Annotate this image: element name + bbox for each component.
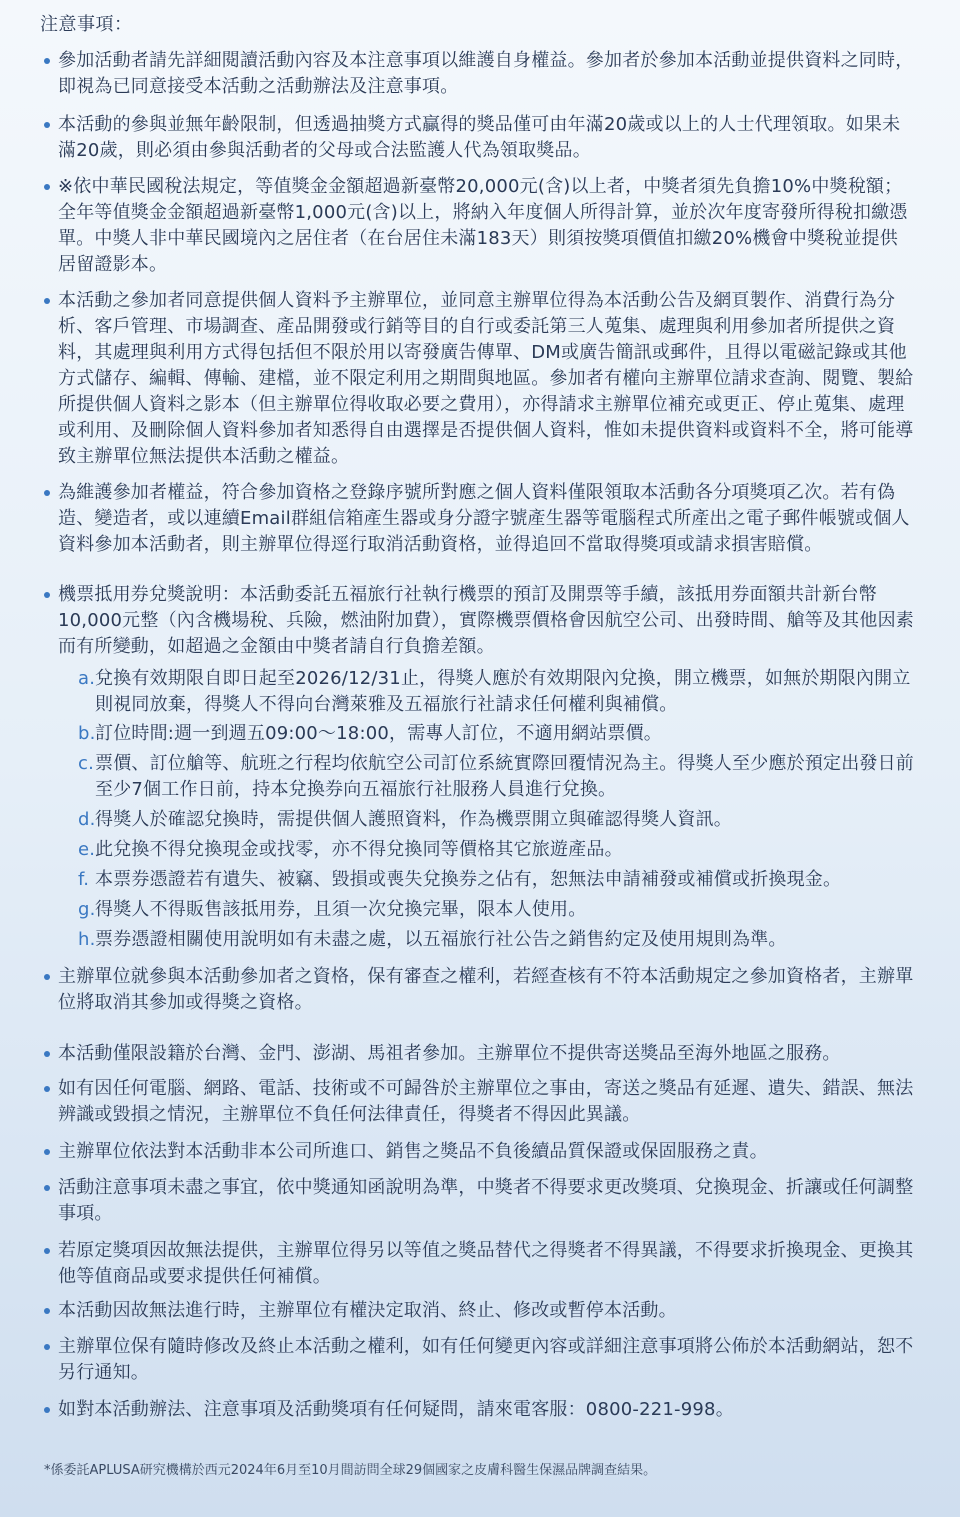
footnote: *係委託APLUSA研究機構於西元2024年6月至10月間訪問全球29個國家之皮膚科醫生保濕品牌調查結果。 xyxy=(44,1463,657,1478)
subitem-marker: b. xyxy=(78,723,96,744)
notice-item-prize-rules: 活動注意事項未盡之事宜，依中獎通知函說明為準，中獎者不得要求更改獎項、兌換現金、折讓或任何調整事項。 xyxy=(58,1175,916,1227)
subitem-marker: c. xyxy=(78,753,95,774)
subitem-text: 訂位時間:週一到週五09:00～18:00，需專人訂位，不適用網站票價。 xyxy=(95,723,663,744)
subitem-marker: h. xyxy=(78,929,96,950)
subitem-text: 此兌換不得兌換現金或找零，亦不得兌換同等價格其它旅遊產品。 xyxy=(95,839,623,860)
subitem-text: 本票券憑證若有遺失、被竊、毀損或喪失兌換券之佔有，恕無法申請補發或補償或折換現金。 xyxy=(95,869,842,890)
notice-item-prize-substitute: 若原定獎項因故無法提供，主辦單位得另以等值之獎品替代之得獎者不得異議，不得要求折換現金、更換其他等值商品或要求提供任何補償。 xyxy=(58,1238,916,1290)
notice-item-modification: 主辦單位保有隨時修改及終止本活動之權利，如有任何變更內容或詳細注意事項將公佈於本活動網站，恕不另行通知。 xyxy=(58,1334,916,1386)
subitem-text: 得獎人於確認兌換時，需提供個人護照資料，作為機票開立與確認得獎人資訊。 xyxy=(95,809,732,830)
subitem-marker: g. xyxy=(78,899,96,920)
ticket-subitem xyxy=(78,927,918,953)
notice-item-age-limit: 本活動的參與並無年齡限制，但透過抽獎方式贏得的獎品僅可由年滿20歲或以上的人士代理領取。如果未滿20歲，則必須由參與活動者的父母或合法監護人代為領取獎品。 xyxy=(58,112,916,164)
ticket-subitem xyxy=(78,721,918,747)
notice-item-eligibility-review: 主辦單位就參與本活動參加者之資格，保有審查之權利，若經查核有不符本活動規定之參加資格者，主辦單位將取消其參加或得獎之資格。 xyxy=(58,964,916,1016)
subitem-text: 票價、訂位艙等、航班之行程均依航空公司訂位系統實際回覆情況為主。得獎人至少應於預定出發日前至少7個工作日前，持本兌換券向五福旅行社服務人員進行兌換。 xyxy=(95,753,914,800)
notice-item-terms-agreement: 參加活動者請先詳細閱讀活動內容及本注意事項以維護自身權益。參加者於參加本活動並提供資料之同時，即視為已同意接受本活動之活動辦法及注意事項。 xyxy=(58,48,916,100)
subitem-marker: a. xyxy=(78,668,96,689)
notice-item-cancellation: 本活動因故無法進行時，主辦單位有權決定取消、終止、修改或暫停本活動。 xyxy=(58,1298,916,1324)
notice-item-fraud: 為維護參加者權益，符合參加資格之登錄序號所對應之個人資料僅限領取本活動各分項獎項乙次。若有偽造、變造者，或以連續Email群組信箱產生器或身分證字號產生器等電腦程式所產出之電子郵件帳號或個人資料參加本活動者，則主辦單位得逕行取消活動資格，並得追回不當取得獎項或請求損害賠償。 xyxy=(58,480,916,558)
ticket-subitem xyxy=(78,867,918,893)
subitem-marker: e. xyxy=(78,839,96,860)
ticket-subitem xyxy=(78,666,918,715)
notice-item-ticket-voucher: 機票抵用券兌獎說明：本活動委託五福旅行社執行機票的預訂及開票等手續，該抵用券面額共計新台幣10,000元整（內含機場稅、兵險，燃油附加費），實際機票價格會因航空公司、出發時間、艙等及其他因素而有所變動，如超過之金額由中獎者請自行負擔差額。 xyxy=(58,582,916,660)
subitem-text: 兌換有效期限自即日起至2026/12/31止，得獎人應於有效期限內兌換，開立機票，如無於期限內開立則視同放棄，得獎人不得向台灣萊雅及五福旅行社請求任何權利與補償。 xyxy=(95,668,911,715)
subitem-marker: d. xyxy=(78,809,96,830)
ticket-subitem xyxy=(78,807,918,833)
ticket-subitem xyxy=(78,897,918,923)
subitem-marker: f. xyxy=(78,869,90,890)
notice-item-warranty: 主辦單位依法對本活動非本公司所進口、銷售之獎品不負後續品質保證或保固服務之責。 xyxy=(58,1139,916,1165)
notice-item-customer-service: 如對本活動辦法、注意事項及活動獎項有任何疑問，請來電客服：0800-221-998。 xyxy=(58,1397,916,1423)
notice-title: 注意事項： xyxy=(40,14,133,35)
notice-item-region-limit: 本活動僅限設籍於台灣、金門、澎湖、馬祖者參加。主辦單位不提供寄送獎品至海外地區之服務。 xyxy=(58,1041,916,1067)
ticket-subitem xyxy=(78,751,918,800)
notice-item-personal-data: 本活動之參加者同意提供個人資料予主辦單位，並同意主辦單位得為本活動公告及網頁製作、消費行為分析、客戶管理、市場調查、產品開發或行銷等目的自行或委託第三人蒐集、處理與利用參加者所提供之資料，其處理與利用方式得包括但不限於用以寄發廣告傳單、DM或廣告簡訊或郵件，且得以電磁記錄或其他方式儲存、編輯、傳輸、建檔，並不限定利用之期間與地區。參加者有權向主辦單位請求查詢、閱覽、製給所提供個人資料之影本（但主辦單位得收取必要之費用），亦得請求主辦單位補充或更正、停止蒐集、處理或利用、及刪除個人資料參加者知悉得自由選擇是否提供個人資料，惟如未提供資料或資料不全，將可能導致主辦單位無法提供本活動之權益。 xyxy=(58,288,916,470)
subitem-text: 得獎人不得販售該抵用券，且須一次兌換完畢，限本人使用。 xyxy=(95,899,587,920)
notice-item-tax: ※依中華民國稅法規定，等值獎金金額超過新臺幣20,000元(含)以上者，中獎者須先負擔10%中獎稅額；全年等值獎金金額超過新臺幣1,000元(含)以上，將納入年度個人所得計算，並於次年度寄發所得稅扣繳憑單。中獎人非中華民國境內之居住者（在台居住未滿183天）則須按獎項價值扣繳20%機會中獎稅並提供居留證影本。 xyxy=(58,174,916,278)
subitem-text: 票券憑證相關使用說明如有未盡之處，以五福旅行社公告之銷售約定及使用規則為準。 xyxy=(95,929,787,950)
notice-item-delivery-liability: 如有因任何電腦、網路、電話、技術或不可歸咎於主辦單位之事由，寄送之獎品有延遲、遺失、錯誤、無法辨識或毀損之情況，主辦單位不負任何法律責任，得獎者不得因此異議。 xyxy=(58,1076,916,1128)
ticket-subitem xyxy=(78,837,918,863)
